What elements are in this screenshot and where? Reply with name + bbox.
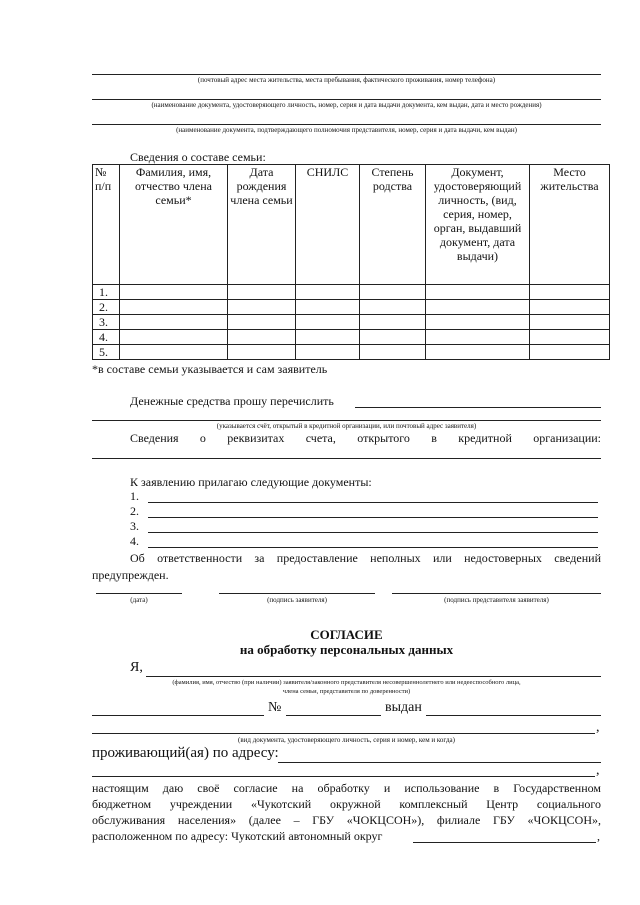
attachment-item-number: 3. <box>130 519 139 533</box>
table-cell[interactable] <box>228 330 296 345</box>
region-comma: , <box>597 829 600 843</box>
table-cell[interactable] <box>296 330 360 345</box>
family-table <box>92 164 610 360</box>
table-cell[interactable] <box>530 285 610 300</box>
attachments-label: К заявлению прилагаю следующие документы: <box>130 475 372 489</box>
table-cell[interactable] <box>530 345 610 360</box>
money-label: Денежные средства прошу перечислить <box>130 394 334 408</box>
date-signature-line[interactable] <box>96 593 182 594</box>
table-cell[interactable] <box>120 285 228 300</box>
table-cell[interactable] <box>228 300 296 315</box>
table-cell[interactable] <box>360 345 426 360</box>
number-sign: № <box>268 700 282 715</box>
col-birth-date: Дата рождения члена семьи <box>228 165 296 285</box>
col-full-name: Фамилия, имя, отчество члена семьи* <box>120 165 228 285</box>
i-label: Я, <box>130 660 143 675</box>
table-row <box>93 315 610 330</box>
family-title: Сведения о составе семьи: <box>130 150 266 164</box>
table-cell[interactable] <box>228 315 296 330</box>
attachment-line[interactable] <box>148 517 598 518</box>
table-row <box>93 330 610 345</box>
full-name-caption-2: члена семьи, представителя по доверенности) <box>282 688 411 695</box>
full-name-line[interactable] <box>146 676 601 677</box>
table-row <box>93 300 610 315</box>
residing-label: проживающий(ая) по адресу: <box>92 745 279 761</box>
family-footnote: *в составе семьи указывается и сам заявитель <box>92 362 328 376</box>
residence-comma: , <box>596 763 600 778</box>
money-destination-line-2[interactable] <box>92 420 601 421</box>
col-identity-doc: Документ, удостоверяющий личность, (вид, серия, номер, орган, выдавший документ, дата выдачи) <box>426 165 530 285</box>
representative-signature-line[interactable] <box>392 593 601 594</box>
doc-details-caption: (вид документа, удостоверяющего личность, серия и номер, кем и когда) <box>238 736 455 744</box>
row-number: 3. <box>93 315 120 330</box>
full-name-caption-1: (фамилия, имя, отчество (при наличии) заявителя/законного представителя несовершеннолетнего или недееспособного лица, <box>172 679 521 686</box>
date-caption: (дата) <box>130 596 148 604</box>
identity-doc-line[interactable] <box>92 99 601 100</box>
address-caption: (почтовый адрес места жительства, места пребывания, фактического проживания, номер телефона) <box>197 76 496 84</box>
consent-title: СОГЛАСИЕ <box>310 627 383 642</box>
consent-last-line: расположенном по адресу: Чукотский автономный округ <box>92 829 383 843</box>
col-snils: СНИЛС <box>296 165 360 285</box>
issued-by-line[interactable] <box>426 715 601 716</box>
consent-text-line: настоящим даю своё согласие на обработку и использование в Государственном <box>92 781 601 795</box>
table-cell[interactable] <box>426 330 530 345</box>
table-row <box>93 345 610 360</box>
responsibility-statement: Об ответственности за предоставление неполных или недостоверных сведений предупрежден. <box>92 551 601 582</box>
applicant-signature-line[interactable] <box>219 593 375 594</box>
row-number: 5. <box>93 345 120 360</box>
table-cell[interactable] <box>530 330 610 345</box>
row-number: 1. <box>93 285 120 300</box>
attachment-item-number: 1. <box>130 489 139 503</box>
doc-details-line[interactable] <box>92 733 595 734</box>
representative-doc-line[interactable] <box>92 124 601 125</box>
table-row <box>93 285 610 300</box>
table-cell[interactable] <box>120 315 228 330</box>
table-cell[interactable] <box>296 345 360 360</box>
attachment-item-number: 4. <box>130 534 139 548</box>
col-number: № п/п <box>93 165 120 285</box>
table-cell[interactable] <box>426 345 530 360</box>
table-cell[interactable] <box>120 345 228 360</box>
issued-label: выдан <box>385 700 422 715</box>
doc-details-comma: , <box>596 720 600 735</box>
table-cell[interactable] <box>228 285 296 300</box>
table-cell[interactable] <box>426 300 530 315</box>
col-relation: Степень родства <box>360 165 426 285</box>
requisites-line[interactable] <box>92 458 601 459</box>
consent-text-line: бюджетном учреждении «Чукотский окружной комплексный Центр социального <box>92 797 601 811</box>
attachment-line[interactable] <box>148 547 598 548</box>
table-cell[interactable] <box>296 285 360 300</box>
table-cell[interactable] <box>120 330 228 345</box>
consent-text-line: обслуживания населения» (далее – ГБУ «ЧОКЦСОН»), филиале ГБУ «ЧОКЦСОН», <box>92 813 601 827</box>
identity-doc-caption: (наименование документа, удостоверяющего личность, номер, серия и дата выдачи документа, кем выдан, дата и место рождения) <box>151 101 542 109</box>
table-cell[interactable] <box>360 315 426 330</box>
table-cell[interactable] <box>530 315 610 330</box>
table-cell[interactable] <box>360 300 426 315</box>
address-line[interactable] <box>92 74 601 75</box>
table-cell[interactable] <box>228 345 296 360</box>
doc-type-line[interactable] <box>92 715 264 716</box>
applicant-signature-caption: (подпись заявителя) <box>267 596 327 604</box>
col-residence: Место жительства <box>530 165 610 285</box>
row-number: 4. <box>93 330 120 345</box>
doc-number-line[interactable] <box>286 715 381 716</box>
table-cell[interactable] <box>360 285 426 300</box>
residence-address-line[interactable] <box>278 762 601 763</box>
table-cell[interactable] <box>360 330 426 345</box>
table-cell[interactable] <box>120 300 228 315</box>
row-number: 2. <box>93 300 120 315</box>
requisites-label: Сведения о реквизитах счета, открытого в кредитной организации: <box>130 431 601 445</box>
table-cell[interactable] <box>296 300 360 315</box>
consent-subtitle: на обработку персональных данных <box>239 642 454 657</box>
money-caption: (указывается счёт, открытый в кредитной организации, или почтовый адрес заявителя) <box>216 422 477 430</box>
table-cell[interactable] <box>426 285 530 300</box>
attachment-line[interactable] <box>148 532 598 533</box>
money-destination-line[interactable] <box>355 407 601 408</box>
attachment-item-number: 2. <box>130 504 139 518</box>
residence-address-line-2[interactable] <box>92 776 595 777</box>
region-address-line[interactable] <box>413 842 596 843</box>
attachment-line[interactable] <box>148 502 598 503</box>
representative-signature-caption: (подпись представителя заявителя) <box>444 596 549 604</box>
table-cell[interactable] <box>426 315 530 330</box>
table-cell[interactable] <box>296 315 360 330</box>
table-cell[interactable] <box>530 300 610 315</box>
representative-doc-caption: (наименование документа, подтверждающего полномочия представителя, номер, серия и дата выдачи, кем выдан) <box>176 126 517 134</box>
